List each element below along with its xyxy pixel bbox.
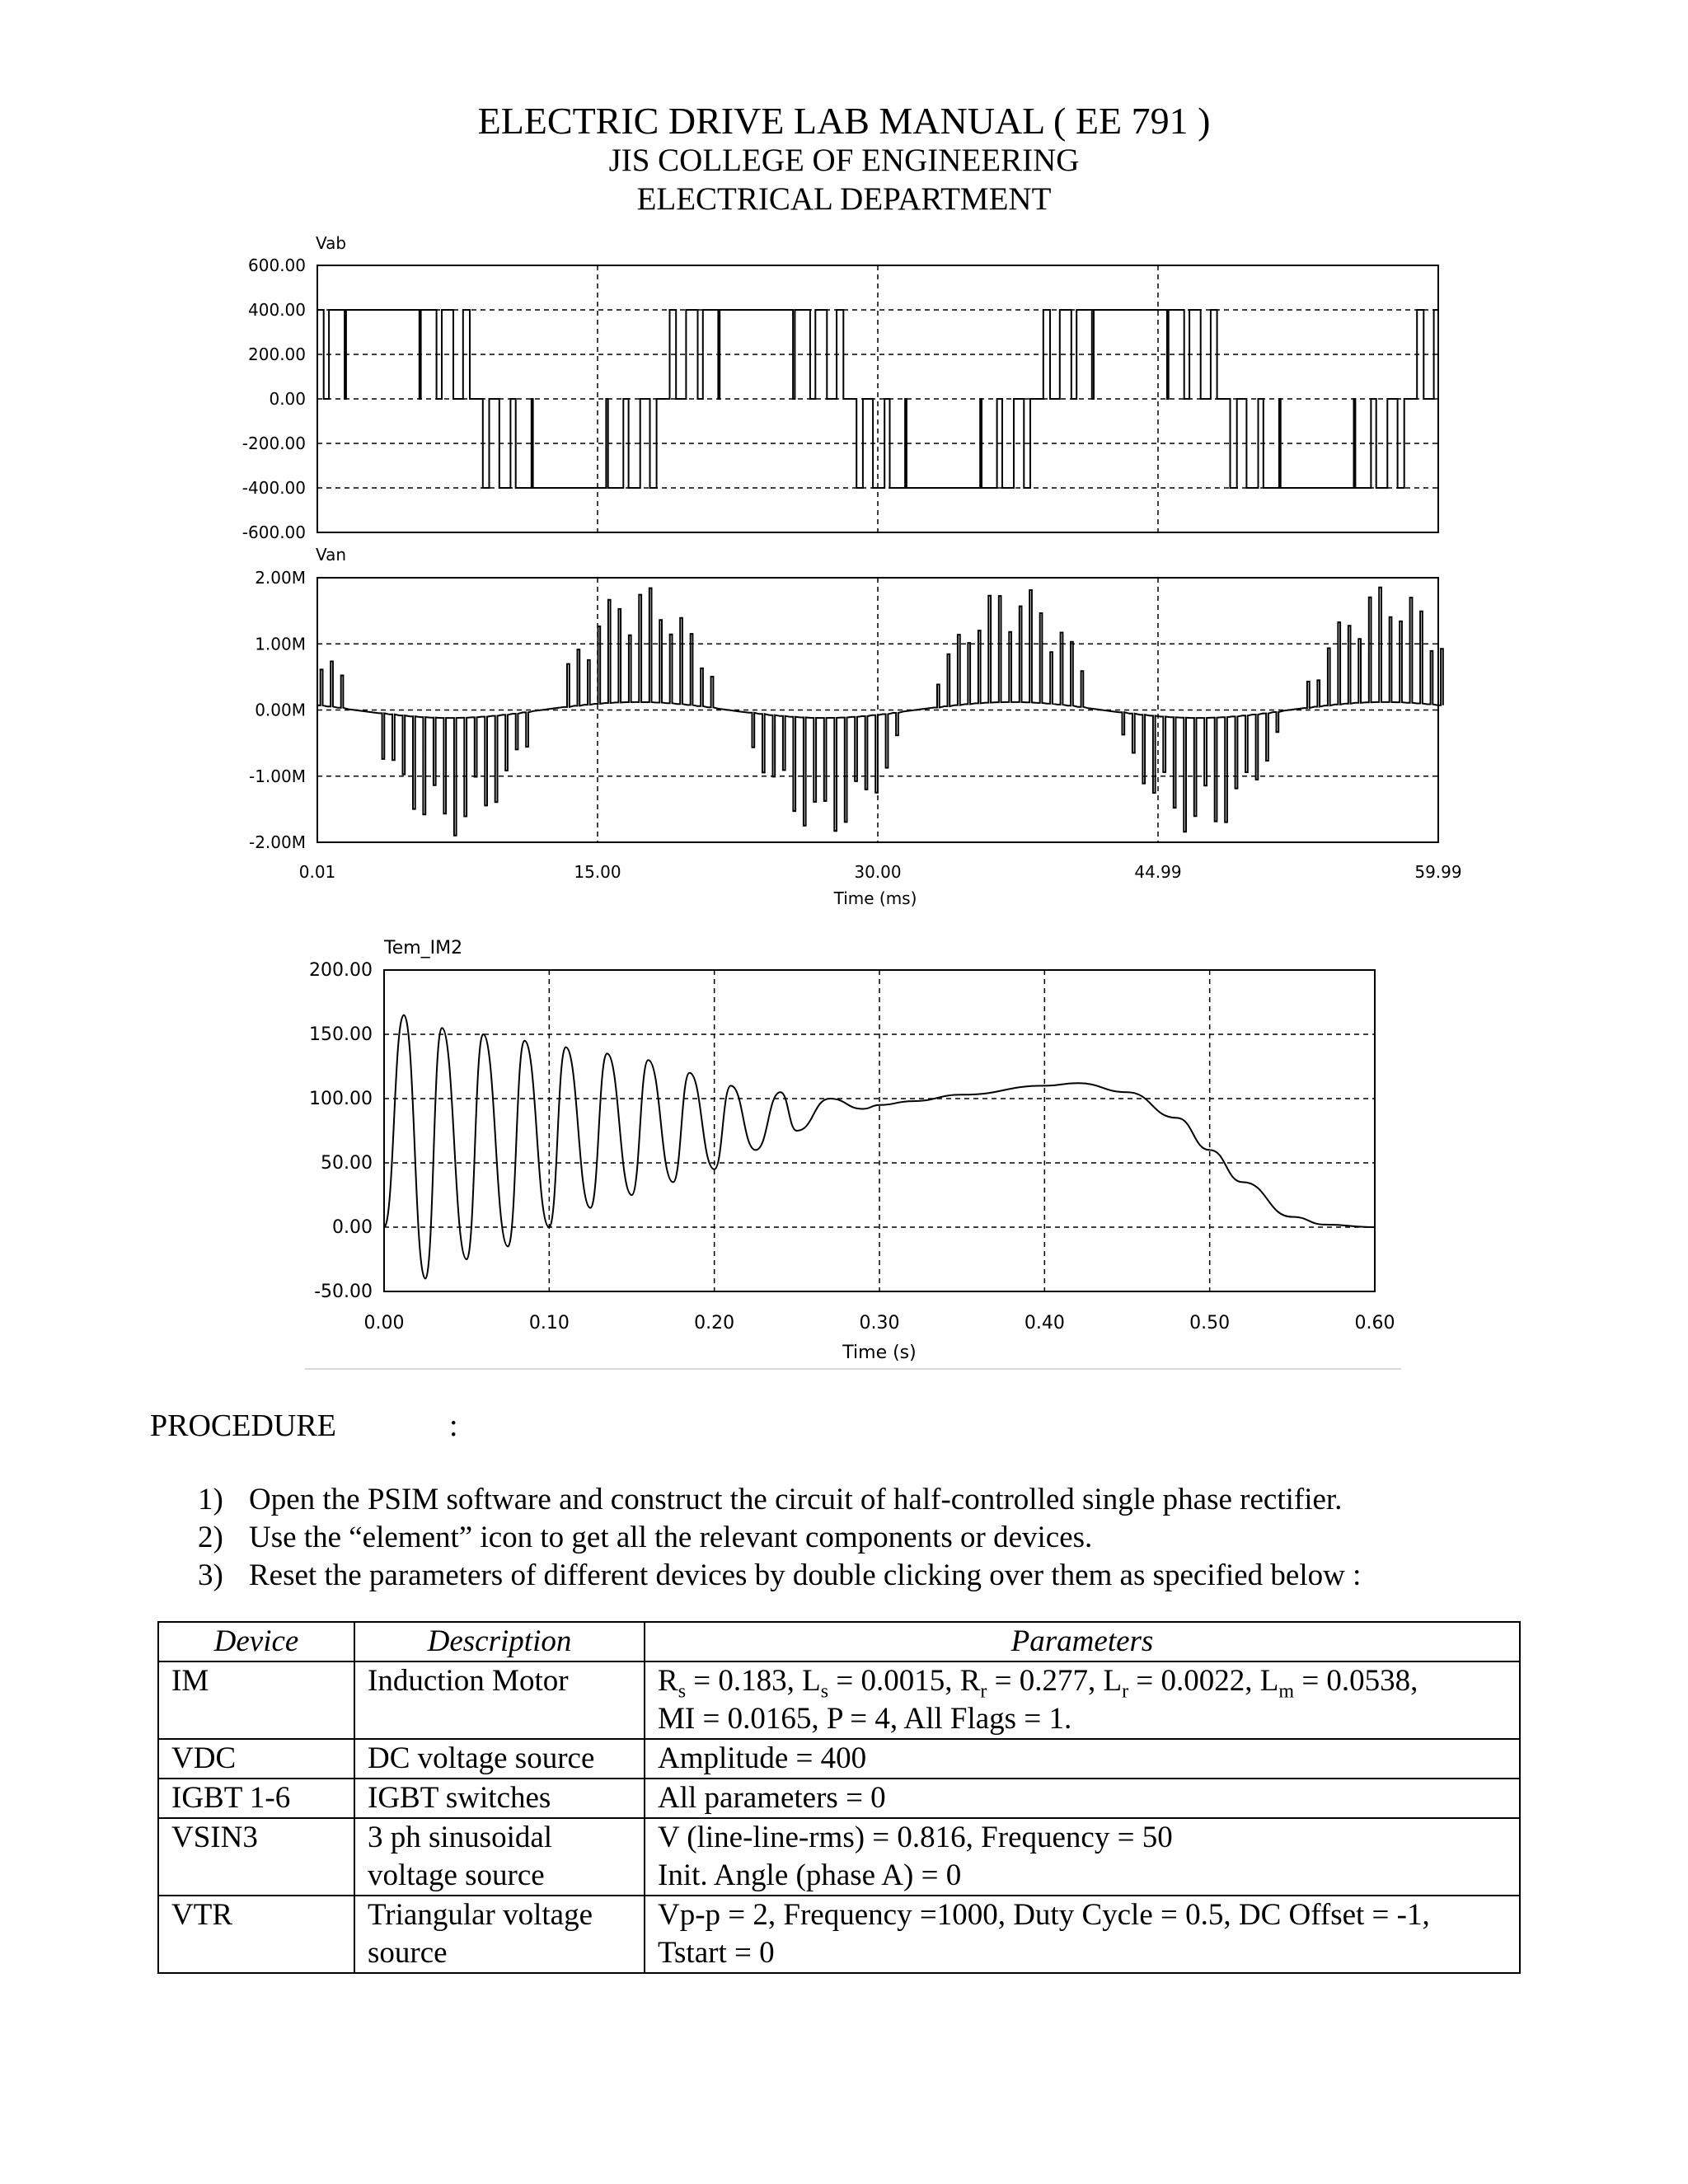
procedure-step bbox=[198, 1520, 1361, 1558]
parameters-cell bbox=[645, 1661, 1520, 1739]
table-row bbox=[158, 1739, 1520, 1779]
step-number: 3) bbox=[198, 1558, 223, 1592]
param-line: Tstart = 0 bbox=[658, 1936, 775, 1970]
y-tick-label: 200.00 bbox=[309, 960, 373, 981]
y-tick-label: -200.00 bbox=[241, 434, 306, 453]
college-name: JIS COLLEGE OF ENGINEERING bbox=[608, 143, 1080, 178]
param-symbol: L bbox=[1259, 1664, 1279, 1698]
param-line: Init. Angle (phase A) = 0 bbox=[658, 1858, 962, 1892]
table-row bbox=[158, 1779, 1520, 1818]
x-tick-label: 15.00 bbox=[574, 862, 621, 882]
description-cell bbox=[354, 1896, 645, 1973]
vab-chart bbox=[242, 233, 1438, 542]
description-line: voltage source bbox=[368, 1858, 545, 1892]
device-cell: VDC bbox=[158, 1739, 354, 1779]
x-tick-label: 0.40 bbox=[1024, 1313, 1065, 1333]
y-tick-label: 200.00 bbox=[248, 344, 306, 364]
table-row bbox=[158, 1661, 1520, 1739]
step-text: Open the PSIM software and construct the circuit of half-controlled single phase rectifier. bbox=[249, 1483, 1343, 1516]
y-tick-label: 0.00M bbox=[255, 700, 306, 720]
param-value: = 0.0022, bbox=[1128, 1664, 1260, 1698]
param-symbol: L bbox=[1103, 1664, 1123, 1698]
y-tick-label: 600.00 bbox=[248, 255, 306, 275]
x-tick-label: 30.00 bbox=[854, 862, 902, 882]
y-tick-label: 400.00 bbox=[248, 300, 306, 320]
device-cell: IGBT 1-6 bbox=[158, 1779, 354, 1818]
y-tick-label: -400.00 bbox=[241, 478, 306, 498]
param-line: Vp-p = 2, Frequency =1000, Duty Cycle = 0.5, DC Offset = -1, bbox=[658, 1898, 1430, 1932]
y-tick-label: 50.00 bbox=[321, 1153, 373, 1174]
device-parameter-table bbox=[157, 1621, 1521, 1974]
step-text: Reset the parameters of different devices by double clicking over them as specified below : bbox=[249, 1558, 1362, 1592]
col-header-description: Description bbox=[354, 1622, 645, 1661]
parameters-cell: Amplitude = 400 bbox=[645, 1739, 1520, 1779]
torque-chart bbox=[0, 923, 1688, 1385]
y-tick-label: -600.00 bbox=[241, 523, 306, 542]
x-tick-label: 44.99 bbox=[1134, 862, 1182, 882]
description-line: 3 ph sinusoidal bbox=[368, 1821, 553, 1854]
step-number: 1) bbox=[198, 1483, 223, 1516]
van-chart bbox=[249, 545, 1462, 908]
y-tick-label: 0.00 bbox=[269, 389, 306, 409]
van-x-axis-label: Time (ms) bbox=[833, 888, 917, 908]
procedure-steps bbox=[198, 1482, 1361, 1596]
y-tick-label: 150.00 bbox=[309, 1024, 373, 1045]
param-subscript: m bbox=[1278, 1680, 1295, 1703]
x-tick-label: 0.50 bbox=[1189, 1313, 1231, 1333]
param-subscript: r bbox=[1122, 1680, 1129, 1703]
parameters-cell bbox=[645, 1896, 1520, 1973]
procedure-step bbox=[198, 1482, 1361, 1520]
device-cell: IM bbox=[158, 1661, 354, 1739]
table-header-row bbox=[158, 1622, 1520, 1661]
description-cell: IGBT switches bbox=[354, 1779, 645, 1818]
param-value: = 0.277, bbox=[987, 1664, 1104, 1698]
procedure-colon: : bbox=[449, 1408, 458, 1443]
x-tick-label: 0.30 bbox=[859, 1313, 900, 1333]
description-cell: Induction Motor bbox=[354, 1661, 645, 1739]
col-header-device: Device bbox=[158, 1622, 354, 1661]
x-tick-label: 0.01 bbox=[298, 862, 336, 882]
device-cell: VTR bbox=[158, 1896, 354, 1973]
x-tick-label: 0.00 bbox=[363, 1313, 405, 1333]
param-line: MI = 0.0165, P = 4, All Flags = 1. bbox=[658, 1702, 1072, 1736]
parameters-cell bbox=[645, 1818, 1520, 1896]
table-row bbox=[158, 1896, 1520, 1973]
vab-grid bbox=[317, 265, 1438, 532]
procedure-heading: PROCEDURE bbox=[150, 1408, 336, 1443]
col-header-parameters: Parameters bbox=[645, 1622, 1520, 1661]
x-tick-label: 0.20 bbox=[694, 1313, 735, 1333]
x-tick-label: 0.60 bbox=[1354, 1313, 1395, 1333]
param-symbol: L bbox=[802, 1664, 821, 1698]
device-cell: VSIN3 bbox=[158, 1818, 354, 1896]
param-value: = 0.0015, bbox=[828, 1664, 960, 1698]
step-text: Use the “element” icon to get all the relevant components or devices. bbox=[249, 1521, 1093, 1554]
voltage-waveform-charts bbox=[0, 0, 1688, 915]
param-subscript: s bbox=[820, 1680, 829, 1703]
torque-chart-title: Tem_IM2 bbox=[384, 938, 463, 958]
param-symbol: R bbox=[959, 1664, 981, 1698]
parameters-cell: All parameters = 0 bbox=[645, 1779, 1520, 1818]
param-subscript: r bbox=[980, 1680, 987, 1703]
torque-grid bbox=[384, 970, 1375, 1291]
procedure-step bbox=[198, 1558, 1361, 1596]
x-tick-label: 59.99 bbox=[1414, 862, 1462, 882]
van-chart-title: Van bbox=[316, 545, 347, 565]
y-tick-label: 0.00 bbox=[332, 1217, 373, 1238]
x-tick-label: 0.10 bbox=[528, 1313, 570, 1333]
van-series-line bbox=[317, 588, 1443, 836]
param-line: V (line-line-rms) = 0.816, Frequency = 50 bbox=[658, 1821, 1173, 1854]
param-value: = 0.0538, bbox=[1294, 1664, 1418, 1698]
procedure-heading-row bbox=[150, 1408, 458, 1444]
description-cell bbox=[354, 1818, 645, 1896]
vab-chart-title: Vab bbox=[316, 233, 347, 253]
y-tick-label: -50.00 bbox=[314, 1282, 373, 1302]
document-title: ELECTRIC DRIVE LAB MANUAL ( EE 791 ) bbox=[477, 100, 1211, 142]
y-tick-label: 2.00M bbox=[255, 568, 306, 588]
table-row bbox=[158, 1818, 1520, 1896]
description-line: source bbox=[368, 1936, 448, 1970]
param-subscript: s bbox=[678, 1680, 687, 1703]
department-name: ELECTRICAL DEPARTMENT bbox=[636, 181, 1052, 217]
y-tick-label: -1.00M bbox=[248, 766, 306, 786]
param-value: = 0.183, bbox=[686, 1664, 803, 1698]
param-symbol: R bbox=[658, 1664, 678, 1698]
step-number: 2) bbox=[198, 1521, 223, 1554]
description-line: Triangular voltage bbox=[368, 1898, 593, 1932]
description-cell: DC voltage source bbox=[354, 1739, 645, 1779]
y-tick-label: 100.00 bbox=[309, 1089, 373, 1109]
y-tick-label: -2.00M bbox=[248, 832, 306, 852]
torque-x-axis-label: Time (s) bbox=[842, 1343, 917, 1363]
y-tick-label: 1.00M bbox=[255, 634, 306, 654]
